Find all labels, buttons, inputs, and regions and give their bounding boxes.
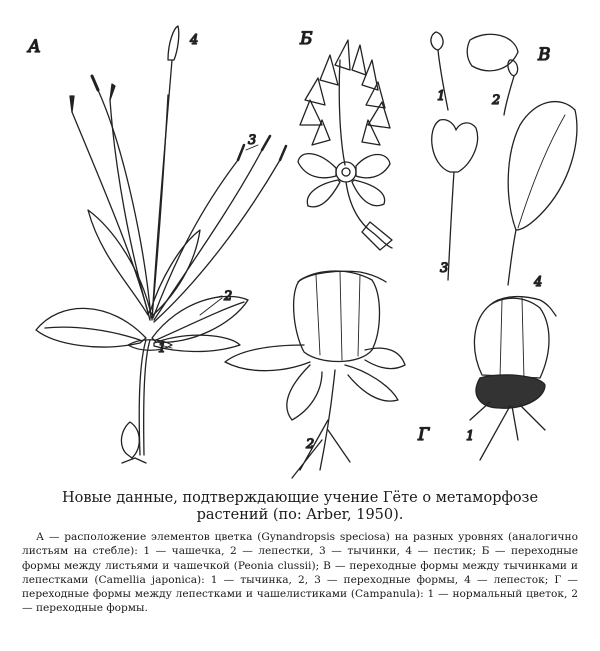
label-v1: 1 [437,89,446,104]
plant-camellia [431,32,577,285]
plant-campanula-transitional [225,271,405,478]
caption-body-text: А — расположение элементов цветка (Gynandropsis speciosa) на разных уровнях (аналогично листьям на стебле): 1 — чашечка, 2 — лепестки, 3 — тычинки, 4 — пестик; Б — переходные формы между листьями и чашечкой (Peonia clussii); В — переходные формы между тычинками и лепестками (Camellia japonica): 1 — тычинка, 2, 3 — переходные формы, 4 — лепесток; Г — переходные формы между лепестками и чашелистиками (Campanula): 1 — нормальный цветок, 2 — переходные формы. [22,531,578,615]
plant-gynandropsis [36,26,286,463]
figure-caption-body [22,530,578,616]
label-a1: 1 [158,341,167,356]
label-a2: 2 [224,289,233,304]
caption-title-line2: растений (по: Arber, 1950). [196,507,404,523]
label-v4: 4 [534,275,543,290]
label-g1: 1 [466,429,475,444]
label-v2: 2 [492,93,501,108]
caption-title-line1: Новые данные, подтверждающие учение Гёте о метаморфозе [61,490,539,506]
label-v3: 3 [440,261,449,276]
label-a3: 3 [248,133,257,148]
panel-label-g: Г [418,425,430,445]
panel-label-b: Б [300,29,313,49]
figure-caption-title [30,490,570,524]
label-g2: 2 [306,437,315,452]
label-a4: 4 [190,33,199,48]
plant-campanula-normal [470,297,556,460]
plant-peonia [298,40,392,250]
panel-label-v: В [538,45,551,65]
panel-label-a: А [28,37,41,57]
